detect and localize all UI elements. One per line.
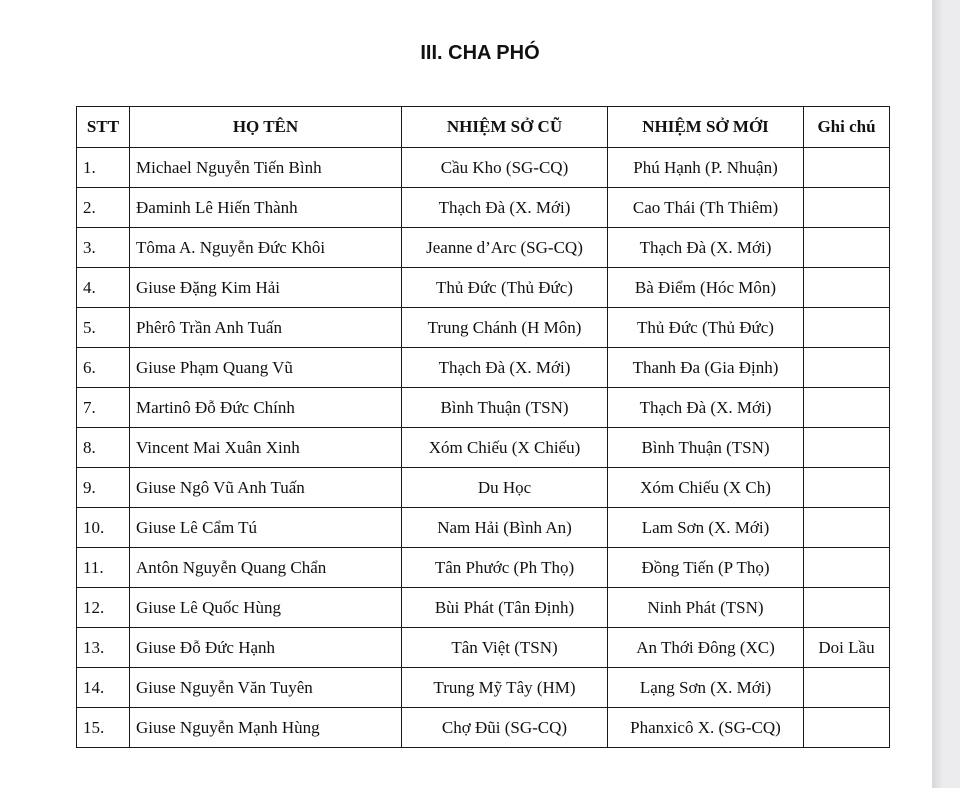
row-number-cell: 11. bbox=[77, 548, 130, 588]
new-assignment-cell: Lạng Sơn (X. Mới) bbox=[608, 668, 804, 708]
new-assignment-cell: Thanh Đa (Gia Định) bbox=[608, 348, 804, 388]
old-assignment-cell: Xóm Chiếu (X Chiếu) bbox=[402, 428, 608, 468]
new-assignment-cell: An Thới Đông (XC) bbox=[608, 628, 804, 668]
table-row bbox=[77, 148, 890, 188]
row-number-cell: 13. bbox=[77, 628, 130, 668]
new-assignment-cell: Đồng Tiến (P Thọ) bbox=[608, 548, 804, 588]
old-assignment-cell: Thủ Đức (Thủ Đức) bbox=[402, 268, 608, 308]
row-number-cell: 15. bbox=[77, 708, 130, 748]
priest-name-cell: Giuse Ngô Vũ Anh Tuấn bbox=[130, 468, 402, 508]
old-assignment-cell: Chợ Đũi (SG-CQ) bbox=[402, 708, 608, 748]
row-number-cell: 2. bbox=[77, 188, 130, 228]
old-assignment-cell: Thạch Đà (X. Mới) bbox=[402, 188, 608, 228]
row-number-cell: 8. bbox=[77, 428, 130, 468]
table-row bbox=[77, 588, 890, 628]
priest-name-cell: Antôn Nguyễn Quang Chẩn bbox=[130, 548, 402, 588]
table-row bbox=[77, 428, 890, 468]
new-assignment-cell: Phanxicô X. (SG-CQ) bbox=[608, 708, 804, 748]
row-number-cell: 7. bbox=[77, 388, 130, 428]
note-cell bbox=[804, 468, 890, 508]
priest-name-cell: Tôma A. Nguyễn Đức Khôi bbox=[130, 228, 402, 268]
priest-name-cell: Vincent Mai Xuân Xinh bbox=[130, 428, 402, 468]
row-number-cell: 6. bbox=[77, 348, 130, 388]
section-heading: III. CHA PHÓ bbox=[420, 42, 540, 64]
old-assignment-cell: Tân Phước (Ph Thọ) bbox=[402, 548, 608, 588]
old-assignment-cell: Nam Hải (Bình An) bbox=[402, 508, 608, 548]
row-number-cell: 9. bbox=[77, 468, 130, 508]
old-assignment-cell: Du Học bbox=[402, 468, 608, 508]
table-row bbox=[77, 628, 890, 668]
priest-name-cell: Giuse Lê Cẩm Tú bbox=[130, 508, 402, 548]
column-header-new-assignment: NHIỆM SỞ MỚI bbox=[608, 107, 804, 148]
old-assignment-cell: Jeanne d’Arc (SG-CQ) bbox=[402, 228, 608, 268]
column-header-old-assignment: NHIỆM SỞ CŨ bbox=[402, 107, 608, 148]
new-assignment-cell: Cao Thái (Th Thiêm) bbox=[608, 188, 804, 228]
note-cell bbox=[804, 548, 890, 588]
note-cell bbox=[804, 188, 890, 228]
row-number-cell: 12. bbox=[77, 588, 130, 628]
table-row bbox=[77, 468, 890, 508]
row-number-cell: 14. bbox=[77, 668, 130, 708]
new-assignment-cell: Phú Hạnh (P. Nhuận) bbox=[608, 148, 804, 188]
priest-name-cell: Đaminh Lê Hiến Thành bbox=[130, 188, 402, 228]
old-assignment-cell: Trung Mỹ Tây (HM) bbox=[402, 668, 608, 708]
table-row bbox=[77, 508, 890, 548]
note-cell bbox=[804, 228, 890, 268]
old-assignment-cell: Trung Chánh (H Môn) bbox=[402, 308, 608, 348]
priest-name-cell: Giuse Nguyễn Văn Tuyên bbox=[130, 668, 402, 708]
table-header-row bbox=[77, 107, 890, 148]
note-cell: Doi Lầu bbox=[804, 628, 890, 668]
table-body bbox=[77, 148, 890, 748]
table-row bbox=[77, 708, 890, 748]
priest-name-cell: Michael Nguyễn Tiến Bình bbox=[130, 148, 402, 188]
column-header-note: Ghi chú bbox=[804, 107, 890, 148]
note-cell bbox=[804, 708, 890, 748]
column-header-stt: STT bbox=[77, 107, 130, 148]
old-assignment-cell: Bình Thuận (TSN) bbox=[402, 388, 608, 428]
column-header-name: HỌ TÊN bbox=[130, 107, 402, 148]
note-cell bbox=[804, 588, 890, 628]
priest-name-cell: Giuse Đặng Kim Hải bbox=[130, 268, 402, 308]
row-number-cell: 4. bbox=[77, 268, 130, 308]
row-number-cell: 5. bbox=[77, 308, 130, 348]
table-row bbox=[77, 548, 890, 588]
row-number-cell: 1. bbox=[77, 148, 130, 188]
new-assignment-cell: Ninh Phát (TSN) bbox=[608, 588, 804, 628]
new-assignment-cell: Bình Thuận (TSN) bbox=[608, 428, 804, 468]
note-cell bbox=[804, 348, 890, 388]
priest-name-cell: Phêrô Trần Anh Tuấn bbox=[130, 308, 402, 348]
old-assignment-cell: Bùi Phát (Tân Định) bbox=[402, 588, 608, 628]
note-cell bbox=[804, 148, 890, 188]
note-cell bbox=[804, 388, 890, 428]
table-row bbox=[77, 188, 890, 228]
assignment-table bbox=[76, 106, 890, 748]
table-row bbox=[77, 388, 890, 428]
table-row bbox=[77, 348, 890, 388]
table-row bbox=[77, 228, 890, 268]
new-assignment-cell: Xóm Chiếu (X Ch) bbox=[608, 468, 804, 508]
priest-name-cell: Giuse Phạm Quang Vũ bbox=[130, 348, 402, 388]
old-assignment-cell: Tân Việt (TSN) bbox=[402, 628, 608, 668]
new-assignment-cell: Thạch Đà (X. Mới) bbox=[608, 228, 804, 268]
new-assignment-cell: Bà Điểm (Hóc Môn) bbox=[608, 268, 804, 308]
page-edge-shadow bbox=[932, 0, 960, 788]
priest-name-cell: Martinô Đỗ Đức Chính bbox=[130, 388, 402, 428]
table-row bbox=[77, 308, 890, 348]
new-assignment-cell: Lam Sơn (X. Mới) bbox=[608, 508, 804, 548]
note-cell bbox=[804, 668, 890, 708]
old-assignment-cell: Thạch Đà (X. Mới) bbox=[402, 348, 608, 388]
new-assignment-cell: Thạch Đà (X. Mới) bbox=[608, 388, 804, 428]
priest-name-cell: Giuse Lê Quốc Hùng bbox=[130, 588, 402, 628]
row-number-cell: 3. bbox=[77, 228, 130, 268]
priest-name-cell: Giuse Đỗ Đức Hạnh bbox=[130, 628, 402, 668]
table-row bbox=[77, 668, 890, 708]
note-cell bbox=[804, 268, 890, 308]
note-cell bbox=[804, 428, 890, 468]
note-cell bbox=[804, 308, 890, 348]
table-row bbox=[77, 268, 890, 308]
new-assignment-cell: Thủ Đức (Thủ Đức) bbox=[608, 308, 804, 348]
note-cell bbox=[804, 508, 890, 548]
row-number-cell: 10. bbox=[77, 508, 130, 548]
old-assignment-cell: Cầu Kho (SG-CQ) bbox=[402, 148, 608, 188]
priest-name-cell: Giuse Nguyễn Mạnh Hùng bbox=[130, 708, 402, 748]
